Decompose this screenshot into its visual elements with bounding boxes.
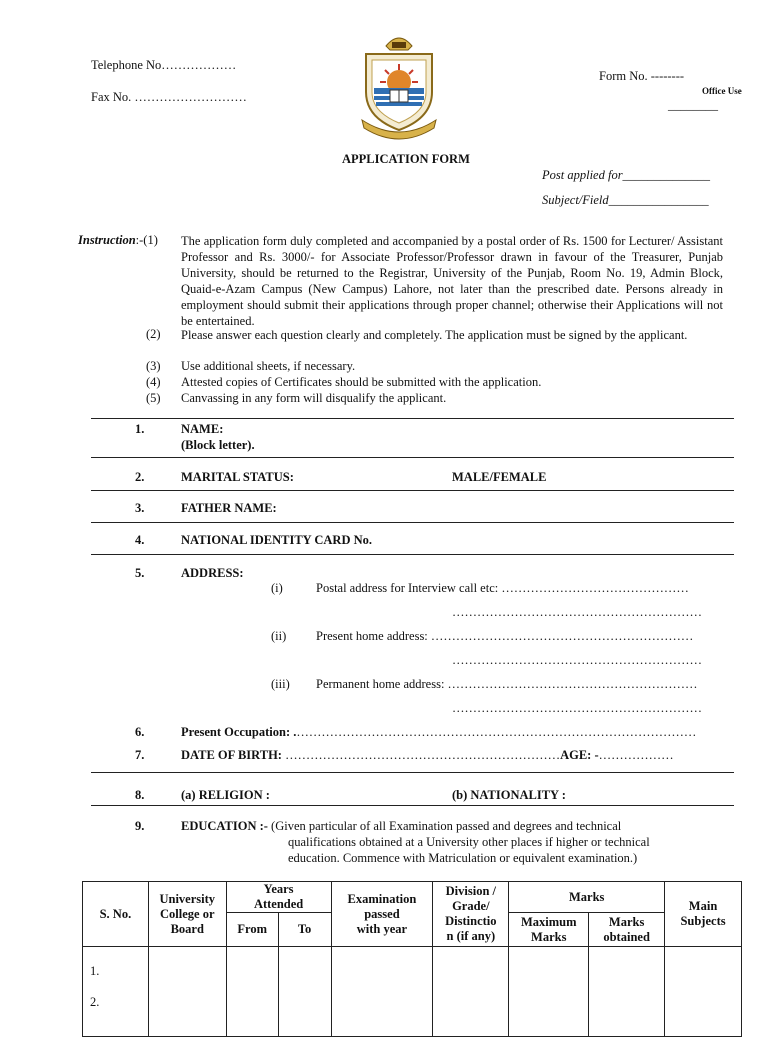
instruction-heading [78,233,158,248]
father-name-label: FATHER NAME: [181,501,277,515]
table-cell[interactable] [509,947,589,1037]
permanent-address-continuation[interactable]: …………………………………………………… [452,701,702,715]
header-university: University College or Board [148,882,226,947]
field-7-number: 7. [135,748,145,762]
postal-address-num: (i) [271,581,283,595]
nic-input[interactable] [400,527,720,551]
divider [91,554,734,555]
row-number-2: 2. [90,995,100,1009]
field-8-number: 8. [135,788,145,802]
field-6-number: 6. [135,725,145,739]
subject-field[interactable]: Subject/Field________________ [542,193,709,207]
divider [91,522,734,523]
dob-label: DATE OF BIRTH: [181,748,282,762]
field-1-number: 1. [135,422,145,436]
table-cell[interactable] [433,947,509,1037]
field-9-number: 9. [135,819,145,833]
education-row [181,819,621,834]
instruction-suffix: :-(1) [135,233,158,247]
name-sublabel: (Block letter). [181,438,255,452]
table-cell[interactable] [226,947,278,1037]
office-use-label: Office Use [702,86,742,96]
occupation-dots[interactable]: …………………………………………………………………………………… [296,725,697,739]
instruction-item-1: The application form duly completed and accompanied by a postal order of Rs. 1500 for Lecturer/ Assistant Professor and Rs. 3000/- for Associate Professor/Professor drawn in favour of the Treasurer, Punjab University, should be returned to the Registrar, University of the Punjab, Room No. 19, Admin Block, Quaid-e-Azam Campus (New Campus) Lahore, not later than the prescribed date. Persons already in employment should submit their applications through proper channel; otherwise their Applications will not be entertained. [181,234,723,328]
form-title: APPLICATION FORM [342,152,470,166]
present-address-continuation[interactable]: …………………………………………………… [452,653,702,667]
permanent-address-field[interactable]: Permanent home address: …………………………………………………… [316,677,698,691]
header-max-marks: Maximum Marks [509,913,589,947]
header-years-attended: Years Attended [226,882,331,913]
header-main-subjects: Main Subjects [665,882,742,947]
divider [91,457,734,458]
instruction-num-3: (3) [146,359,161,373]
instruction-item-4: Attested copies of Certificates should be submitted with the application. [181,375,542,389]
header-sno: S. No. [83,882,149,947]
present-address-field[interactable]: Present home address: ……………………………………………………… [316,629,694,643]
age-label: AGE: - [560,748,599,762]
table-cell[interactable] [589,947,665,1037]
age-dots[interactable]: ……………… [598,748,674,762]
instruction-item-3: Use additional sheets, if necessary. [181,359,356,373]
instruction-item-2: Please answer each question clearly and completely. The application must be signed by the applicant. [181,328,688,342]
father-name-input[interactable] [300,495,720,519]
header-division: Division / Grade/ Distinctio n (if any) [433,882,509,947]
present-address-num: (ii) [271,629,287,643]
fax-field[interactable]: Fax No. ……………………… [91,90,247,104]
postal-address-continuation[interactable]: …………………………………………………… [452,605,702,619]
instruction-num-4: (4) [146,375,161,389]
education-label: EDUCATION :- [181,819,268,833]
nationality-label: (b) NATIONALITY : [452,788,566,802]
table-cell[interactable] [331,947,433,1037]
field-2-number: 2. [135,470,145,484]
permanent-address-num: (iii) [271,677,290,691]
post-applied-field[interactable]: Post applied for______________ [542,168,711,182]
education-note-3: education. Commence with Matriculation or equivalent examination.) [288,851,638,865]
divider [91,772,734,773]
table-cell[interactable] [83,947,149,1037]
header-examination: Examination passed with year [331,882,433,947]
marital-status-label: MARITAL STATUS: [181,470,294,484]
field-4-number: 4. [135,533,145,547]
table-cell[interactable] [148,947,226,1037]
education-note-1: (Given particular of all Examination passed and degrees and technical [271,819,622,833]
instruction-num-5: (5) [146,391,161,405]
divider [91,805,734,806]
dob-dots[interactable]: ………………………………………………………… [285,748,561,762]
education-table [82,881,742,1037]
field-3-number: 3. [135,501,145,515]
religion-label: (a) RELIGION : [181,788,270,802]
dob-row[interactable] [181,748,674,763]
university-crest-icon [356,32,442,140]
gender-option[interactable]: MALE/FEMALE [452,470,547,484]
instruction-label: Instruction [78,233,136,247]
telephone-field[interactable]: Telephone No……………… [91,58,237,72]
occupation-row[interactable] [181,725,696,740]
field-5-number: 5. [135,566,145,580]
name-input[interactable] [290,420,720,454]
table-cell[interactable] [665,947,742,1037]
instruction-num-2: (2) [146,327,161,341]
header-marks: Marks [509,882,665,913]
occupation-label: Present Occupation: . [181,725,297,739]
postal-address-field[interactable]: Postal address for Interview call etc: ……………………………………… [316,581,689,595]
header-from: From [226,913,278,947]
header-to: To [278,913,331,947]
divider [91,490,734,491]
row-number-1: 1. [90,964,100,978]
form-number: Form No. -------- [599,69,685,83]
instruction-item-5: Canvassing in any form will disqualify the applicant. [181,391,447,405]
nic-label: NATIONAL IDENTITY CARD No. [181,533,372,547]
office-use-line: ________ [668,98,718,112]
education-note-2: qualifications obtained at a University other places if higher or technical [288,835,650,849]
address-label: ADDRESS: [181,566,244,580]
table-cell[interactable] [278,947,331,1037]
name-label: NAME: [181,422,224,436]
divider [91,418,734,419]
header-marks-obtained: Marks obtained [589,913,665,947]
table-row[interactable] [83,947,742,1037]
